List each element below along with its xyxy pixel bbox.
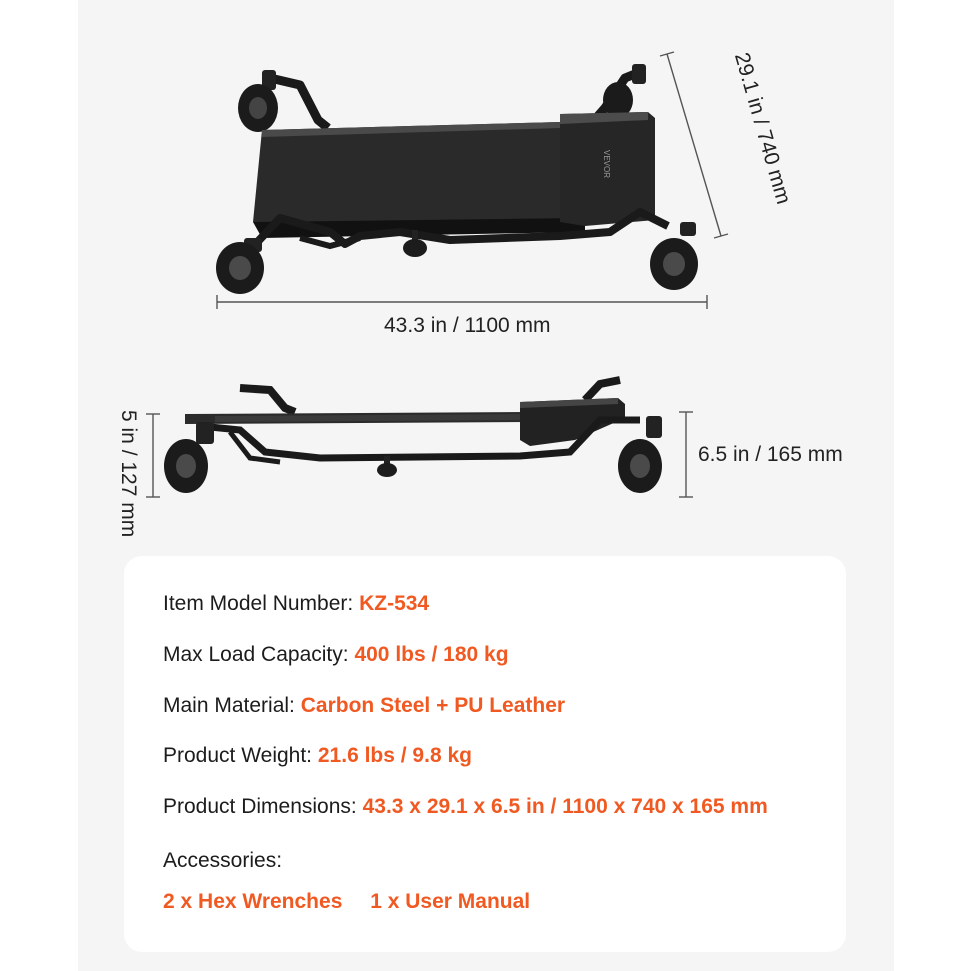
- spec-row-material: [163, 694, 565, 718]
- deck-height-label: 5 in / 127 mm: [117, 410, 140, 538]
- spec-row-dimensions: [163, 795, 768, 819]
- spec-row-load-capacity: [163, 643, 509, 667]
- spec-label: Item Model Number:: [163, 592, 354, 615]
- spec-value: Carbon Steel + PU Leather: [300, 694, 566, 717]
- accessory-item: 2 x Hex Wrenches: [163, 890, 343, 913]
- spec-label: Product Dimensions:: [163, 795, 357, 818]
- depth-dimension-line: [660, 52, 728, 238]
- spec-row-weight: [163, 744, 472, 768]
- creeper-side-view: [164, 380, 662, 493]
- length-dimension-line: [217, 295, 707, 309]
- spec-value: 43.3 x 29.1 x 6.5 in / 1100 x 740 x 165 mm: [362, 795, 768, 818]
- length-label: 43.3 in / 1100 mm: [384, 314, 551, 337]
- accessory-item: 1 x User Manual: [370, 890, 531, 913]
- accessories-list: [163, 890, 552, 914]
- total-height-label: 6.5 in / 165 mm: [698, 443, 843, 466]
- accessories-label: Accessories:: [163, 849, 283, 872]
- specs-card: [124, 556, 846, 952]
- spec-value: 21.6 lbs / 9.8 kg: [317, 744, 472, 767]
- spec-row-model: [163, 592, 429, 616]
- spec-label: Max Load Capacity:: [163, 643, 349, 666]
- creeper-top-view: [216, 64, 698, 294]
- spec-label: Product Weight:: [163, 744, 313, 767]
- spec-value: 400 lbs / 180 kg: [354, 643, 509, 666]
- depth-label: 29.1 in / 740 mm: [729, 50, 796, 207]
- spec-value: KZ-534: [359, 592, 430, 615]
- total-height-dimension-line: [679, 412, 693, 497]
- deck-height-dimension-line: [146, 414, 160, 497]
- brand-mark: VEVOR: [602, 150, 611, 179]
- spec-label: Main Material:: [163, 694, 295, 717]
